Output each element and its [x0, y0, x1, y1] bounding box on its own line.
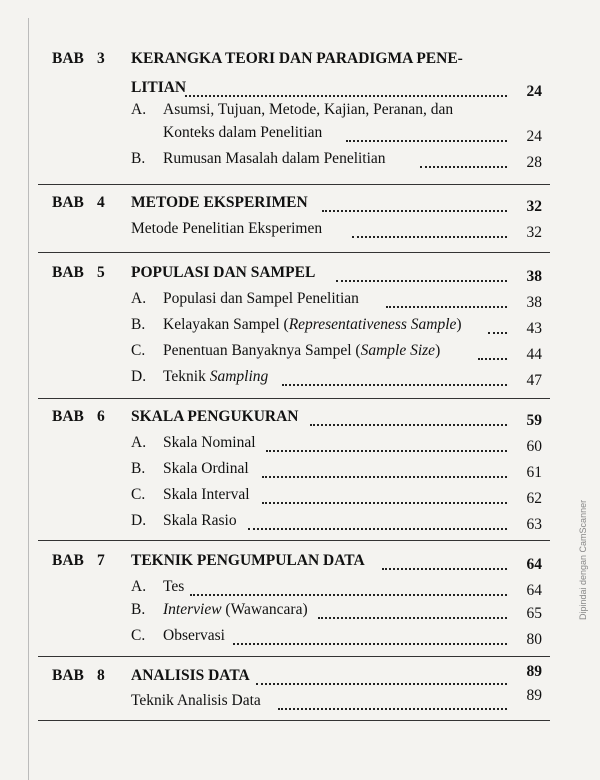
- section-divider: [38, 540, 550, 541]
- chapter-number: 4: [97, 194, 105, 211]
- leader-dots: [310, 422, 507, 426]
- scanner-watermark: Dipindai dengan CamScanner: [578, 499, 588, 620]
- toc-entry: Teknik Analisis Data: [131, 692, 261, 709]
- page-number: 64: [526, 582, 542, 599]
- item-letter: A.: [131, 434, 147, 451]
- page-number: 65: [526, 605, 542, 622]
- item-letter: B.: [131, 150, 146, 167]
- leader-dots: [478, 356, 507, 360]
- section-divider: [38, 184, 550, 185]
- page-number: 61: [526, 464, 542, 481]
- leader-dots: [318, 615, 507, 619]
- leader-dots: [488, 330, 507, 334]
- chapter-label: BAB: [52, 408, 84, 425]
- chapter-title: METODE EKSPERIMEN: [131, 194, 308, 211]
- section-divider: [38, 720, 550, 721]
- entry-text: Kelayakan Sampel (: [163, 316, 289, 333]
- page-number: 60: [526, 438, 542, 455]
- chapter-number: 6: [97, 408, 105, 425]
- entry-text: ): [456, 316, 462, 333]
- leader-dots: [352, 234, 507, 238]
- page-number: 38: [526, 268, 542, 285]
- toc-entry: [163, 316, 462, 334]
- page-number: 44: [526, 346, 542, 363]
- entry-text-italic: Sample Size: [360, 342, 436, 359]
- chapter-number: 7: [97, 552, 105, 569]
- page-number: 32: [526, 198, 542, 215]
- chapter-title: TEKNIK PENGUMPULAN DATA: [131, 552, 365, 569]
- leader-dots: [248, 526, 507, 530]
- toc-entry: Skala Rasio: [163, 512, 237, 529]
- page-number: 24: [526, 128, 542, 145]
- item-letter: B.: [131, 316, 146, 333]
- chapter-label: BAB: [52, 50, 84, 67]
- leader-dots: [256, 681, 507, 685]
- item-letter: C.: [131, 342, 146, 359]
- entry-text: Teknik: [163, 368, 210, 385]
- toc-entry: Skala Ordinal: [163, 460, 249, 477]
- entry-text-italic: Sampling: [209, 368, 269, 385]
- item-letter: C.: [131, 627, 146, 644]
- chapter-title: ANALISIS DATA: [131, 667, 250, 684]
- section-divider: [38, 656, 550, 657]
- page-number: 89: [526, 663, 542, 680]
- leader-dots: [382, 566, 507, 570]
- leader-dots: [233, 641, 507, 645]
- toc-entry: Tes: [163, 578, 185, 595]
- page-number: 38: [526, 294, 542, 311]
- entry-text: (Wawancara): [221, 601, 308, 618]
- leader-dots: [346, 138, 507, 142]
- chapter-title-cont: LITIAN: [131, 79, 187, 96]
- toc-entry: Skala Interval: [163, 486, 250, 503]
- chapter-title: SKALA PENGUKURAN: [131, 408, 299, 425]
- entry-text-italic: Representativeness Sample: [288, 316, 457, 333]
- toc-entry: Observasi: [163, 627, 225, 644]
- page-number: 59: [526, 412, 542, 429]
- page-number: 24: [526, 83, 542, 100]
- page-number: 32: [526, 224, 542, 241]
- page-fold-line: [28, 18, 29, 780]
- leader-dots: [282, 382, 507, 386]
- item-letter: C.: [131, 486, 146, 503]
- page-number: 43: [526, 320, 542, 337]
- leader-dots: [322, 208, 507, 212]
- leader-dots: [420, 164, 507, 168]
- item-letter: A.: [131, 290, 147, 307]
- page-number: 62: [526, 490, 542, 507]
- item-letter: D.: [131, 368, 147, 385]
- entry-text: ): [435, 342, 441, 359]
- chapter-label: BAB: [52, 667, 84, 684]
- page-number: 28: [526, 154, 542, 171]
- page-number: 89: [526, 687, 542, 704]
- chapter-number: 8: [97, 667, 105, 684]
- toc-entry: Populasi dan Sampel Penelitian: [163, 290, 359, 307]
- page-number: 64: [526, 556, 542, 573]
- leader-dots: [262, 474, 507, 478]
- toc-entry: Asumsi, Tujuan, Metode, Kajian, Peranan, dan: [163, 101, 454, 118]
- leader-dots: [278, 706, 507, 710]
- toc-entry: [163, 342, 440, 360]
- page-number: 63: [526, 516, 542, 533]
- chapter-label: BAB: [52, 552, 84, 569]
- leader-dots: [336, 278, 507, 282]
- chapter-label: BAB: [52, 194, 84, 211]
- toc-entry: Metode Penelitian Eksperimen: [131, 220, 323, 237]
- chapter-title: KERANGKA TEORI DAN PARADIGMA PENE-: [131, 50, 463, 67]
- section-divider: [38, 398, 550, 399]
- section-divider: [38, 252, 550, 253]
- toc-entry-cont: Konteks dalam Penelitian: [163, 124, 323, 141]
- page-number: 47: [526, 372, 542, 389]
- leader-dots: [190, 592, 507, 596]
- item-letter: D.: [131, 512, 147, 529]
- item-letter: B.: [131, 460, 146, 477]
- toc-entry: Skala Nominal: [163, 434, 256, 451]
- page-number: 80: [526, 631, 542, 648]
- entry-text: Penentuan Banyaknya Sampel (: [163, 342, 361, 359]
- chapter-label: BAB: [52, 264, 84, 281]
- entry-text-italic: Interview: [163, 601, 222, 618]
- leader-dots: [266, 448, 507, 452]
- leader-dots: [185, 93, 507, 97]
- item-letter: A.: [131, 101, 147, 118]
- toc-entry: [163, 368, 268, 386]
- toc-entry: [163, 601, 308, 619]
- item-letter: B.: [131, 601, 146, 618]
- item-letter: A.: [131, 578, 147, 595]
- chapter-number: 5: [97, 264, 105, 281]
- toc-entry: Rumusan Masalah dalam Penelitian: [163, 150, 386, 167]
- leader-dots: [262, 500, 507, 504]
- chapter-number: 3: [97, 50, 105, 67]
- chapter-title: POPULASI DAN SAMPEL: [131, 264, 316, 281]
- leader-dots: [386, 304, 507, 308]
